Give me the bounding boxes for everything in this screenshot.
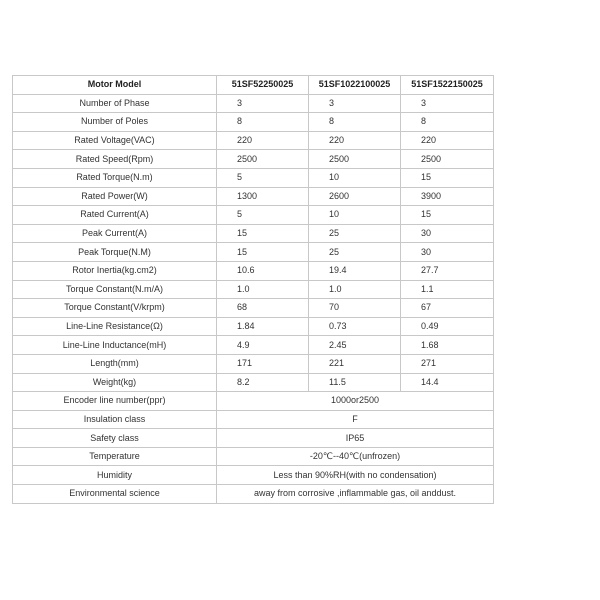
row-value: 67: [401, 299, 494, 318]
row-value: 271: [401, 354, 494, 373]
table-row: [13, 336, 494, 355]
row-label: Rated Current(A): [13, 206, 217, 225]
row-value-spanned: -20℃--40℃(unfrozen): [217, 447, 494, 466]
header-model-3: 51SF1522150025: [401, 76, 494, 95]
row-label: Temperature: [13, 447, 217, 466]
row-value: 5: [217, 168, 309, 187]
row-value: 30: [401, 224, 494, 243]
row-value: 10: [309, 206, 401, 225]
row-value: 8.2: [217, 373, 309, 392]
row-label: Insulation class: [13, 410, 217, 429]
row-value: 1.68: [401, 336, 494, 355]
row-value: 10: [309, 168, 401, 187]
row-label: Line-Line Resistance(Ω): [13, 317, 217, 336]
row-value: 220: [217, 131, 309, 150]
row-value: 220: [401, 131, 494, 150]
row-label: Rotor Inertia(kg.cm2): [13, 261, 217, 280]
row-value: 15: [401, 168, 494, 187]
row-value: 70: [309, 299, 401, 318]
table-row: [13, 485, 494, 504]
header-motor-model: Motor Model: [13, 76, 217, 95]
row-label: Peak Current(A): [13, 224, 217, 243]
row-value: 30: [401, 243, 494, 262]
row-value: 1300: [217, 187, 309, 206]
table-row: [13, 354, 494, 373]
row-value: 8: [217, 113, 309, 132]
table-row: [13, 429, 494, 448]
row-value: 10.6: [217, 261, 309, 280]
table-row: [13, 168, 494, 187]
row-value-spanned: 1000or2500: [217, 392, 494, 411]
row-value: 14.4: [401, 373, 494, 392]
row-value: 8: [309, 113, 401, 132]
table-row: [13, 317, 494, 336]
row-value: 0.49: [401, 317, 494, 336]
table-row: [13, 224, 494, 243]
table-row: [13, 131, 494, 150]
row-value: 25: [309, 224, 401, 243]
row-value: 11.5: [309, 373, 401, 392]
row-value: 221: [309, 354, 401, 373]
row-label: Length(mm): [13, 354, 217, 373]
row-label: Safety class: [13, 429, 217, 448]
row-label: Torque Constant(V/krpm): [13, 299, 217, 318]
row-value: 171: [217, 354, 309, 373]
table-row: [13, 410, 494, 429]
row-value: 25: [309, 243, 401, 262]
row-value: 15: [217, 224, 309, 243]
row-value: 8: [401, 113, 494, 132]
row-value-spanned: away from corrosive ,inflammable gas, oil anddust.: [217, 485, 494, 504]
row-value: 3: [401, 94, 494, 113]
table-row: [13, 466, 494, 485]
table-row: [13, 261, 494, 280]
row-value: 3: [309, 94, 401, 113]
table-header-row: [13, 76, 494, 95]
row-value: 0.73: [309, 317, 401, 336]
row-value: 68: [217, 299, 309, 318]
row-value: 4.9: [217, 336, 309, 355]
row-value: 2500: [401, 150, 494, 169]
header-model-1: 51SF52250025: [217, 76, 309, 95]
row-label: Environmental science: [13, 485, 217, 504]
row-value-spanned: IP65: [217, 429, 494, 448]
row-label: Line-Line Inductance(mH): [13, 336, 217, 355]
row-label: Encoder line number(ppr): [13, 392, 217, 411]
row-value: 2500: [309, 150, 401, 169]
row-value: 1.1: [401, 280, 494, 299]
row-label: Rated Torque(N.m): [13, 168, 217, 187]
table-row: [13, 206, 494, 225]
row-label: Torque Constant(N.m/A): [13, 280, 217, 299]
row-value-spanned: F: [217, 410, 494, 429]
table-row: [13, 373, 494, 392]
row-value: 3: [217, 94, 309, 113]
table-row: [13, 392, 494, 411]
row-label: Number of Poles: [13, 113, 217, 132]
row-value-spanned: Less than 90%RH(with no condensation): [217, 466, 494, 485]
row-label: Number of Phase: [13, 94, 217, 113]
row-value: 5: [217, 206, 309, 225]
row-label: Humidity: [13, 466, 217, 485]
row-value: 15: [217, 243, 309, 262]
table-row: [13, 280, 494, 299]
row-label: Peak Torque(N.M): [13, 243, 217, 262]
row-label: Rated Power(W): [13, 187, 217, 206]
header-model-2: 51SF1022100025: [309, 76, 401, 95]
table-row: [13, 150, 494, 169]
row-value: 1.0: [309, 280, 401, 299]
row-label: Rated Voltage(VAC): [13, 131, 217, 150]
row-value: 3900: [401, 187, 494, 206]
row-value: 220: [309, 131, 401, 150]
row-label: Rated Speed(Rpm): [13, 150, 217, 169]
table-row: [13, 94, 494, 113]
table-row: [13, 187, 494, 206]
row-value: 1.0: [217, 280, 309, 299]
row-value: 2600: [309, 187, 401, 206]
table-row: [13, 113, 494, 132]
table-row: [13, 243, 494, 262]
row-value: 27.7: [401, 261, 494, 280]
row-value: 2.45: [309, 336, 401, 355]
row-value: 19.4: [309, 261, 401, 280]
row-value: 1.84: [217, 317, 309, 336]
row-value: 15: [401, 206, 494, 225]
motor-spec-table: [12, 75, 494, 504]
table-row: [13, 447, 494, 466]
row-label: Weight(kg): [13, 373, 217, 392]
row-value: 2500: [217, 150, 309, 169]
table-row: [13, 299, 494, 318]
